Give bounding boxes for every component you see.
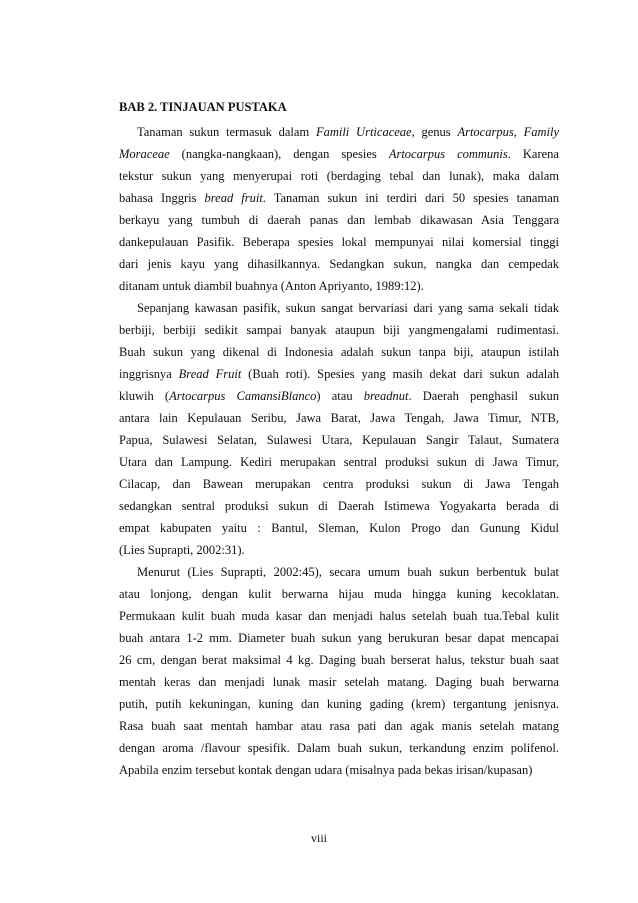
text-segment: putih, putih kekuningan, kuning dan kuning gading (krem) tergantung jenisnya. [119, 697, 559, 711]
chapter-heading: BAB 2. TINJAUAN PUSTAKA [119, 100, 287, 114]
text-segment: (nangka-nangkaan), dengan spesies [169, 147, 389, 161]
text-line [119, 605, 559, 627]
text-segment: dari jenis kayu yang dihasilkannya. Sedangkan sukun, nangka dan cempedak [119, 257, 559, 271]
text-segment: ditanam untuk diambil buahnya (Anton Apriyanto, 1989:12). [119, 279, 424, 293]
text-segment: Papua, Sulawesi Selatan, Sulawesi Utara, Kepulauan Sangir Talaut, Sumatera [119, 433, 559, 447]
page-number: viii [310, 831, 327, 845]
text-line [119, 539, 559, 561]
text-segment: mentah keras dan menjadi lunak masir setelah matang. Daging buah berwarna [119, 675, 559, 689]
paragraph [119, 297, 559, 561]
text-line [119, 495, 559, 517]
text-line [119, 517, 559, 539]
text-segment: bahasa Inggris [119, 191, 205, 205]
text-line [119, 759, 559, 781]
text-line [119, 187, 559, 209]
text-segment: buah antara 1-2 mm. Diameter buah sukun yang berukuran besar dapat mencapai [119, 631, 559, 645]
text-segment: dengan aroma /flavour spesifik. Dalam buah sukun, terkandung enzim polifenol. [119, 741, 559, 755]
text-line [119, 561, 559, 583]
text-segment: Permukaan kulit buah muda kasar dan menjadi halus setelah buah tua.Tebal kulit [119, 609, 559, 623]
text-line [119, 715, 559, 737]
text-segment: . Karena [507, 147, 559, 161]
text-line [119, 385, 559, 407]
italic-text: Artocarpus [457, 125, 514, 139]
text-line [119, 253, 559, 275]
text-line [119, 341, 559, 363]
italic-text: Bread Fruit [178, 367, 242, 381]
text-segment: berkayu yang tumbuh di daerah panas dan lembab dikawasan Asia Tenggara [119, 213, 559, 227]
text-line [119, 693, 559, 715]
text-segment: empat kabupaten yaitu : Bantul, Sleman, Kulon Progo dan Gunung Kidul [119, 521, 559, 535]
text-segment: Apabila enzim tersebut kontak dengan udara (misalnya pada bekas irisan/kupasan) [119, 763, 533, 777]
text-line [119, 627, 559, 649]
italic-text: Moraceae [119, 147, 170, 161]
text-segment: Sepanjang kawasan pasifik, sukun sangat bervariasi dari yang sama sekali tidak [137, 301, 559, 315]
text-segment: . Daerah penghasil sukun [408, 389, 560, 403]
italic-text: Artocarpus communis [388, 147, 508, 161]
text-segment: Cilacap, dan Bawean merupakan centra produksi sukun di Jawa Tengah [119, 477, 559, 491]
text-line [119, 231, 559, 253]
document-body [119, 99, 559, 781]
text-segment: sedangkan sentral produksi sukun di Daerah Istimewa Yogyakarta berada di [119, 499, 559, 513]
text-segment: tekstur sukun yang menyerupai roti (berdaging tebal dan lunak), maka dalam [119, 169, 559, 183]
text-segment: kluwih ( [119, 389, 170, 403]
text-segment: , genus [411, 125, 458, 139]
text-line [119, 143, 559, 165]
text-segment: ) atau [316, 389, 364, 403]
text-line [119, 671, 559, 693]
text-segment: , [513, 125, 524, 139]
text-line [119, 451, 559, 473]
paragraph [119, 121, 559, 297]
text-segment: Menurut (Lies Suprapti, 2002:45), secara umum buah sukun berbentuk bulat [137, 565, 559, 579]
text-line [119, 297, 559, 319]
italic-text: Famili Urticaceae [315, 125, 412, 139]
text-segment: antara lain Kepulauan Seribu, Jawa Barat, Jawa Tengah, Jawa Timur, NTB, [119, 411, 559, 425]
text-line [119, 363, 559, 385]
text-segment: (Buah roti). Spesies yang masih dekat dari sukun adalah [241, 367, 559, 381]
text-line [119, 319, 559, 341]
text-segment: Buah sukun yang dikenal di Indonesia adalah sukun tanpa biji, ataupun istilah [119, 345, 559, 359]
text-segment: Utara dan Lampung. Kediri merupakan sentral produksi sukun di Jawa Timur, [119, 455, 559, 469]
text-line [119, 209, 559, 231]
italic-text: Family [523, 125, 560, 139]
text-line [119, 121, 559, 143]
italic-text: Artocarpus CamansiBlanco [169, 389, 317, 403]
text-segment: . Tanaman sukun ini terdiri dari 50 spesies tanaman [262, 191, 559, 205]
text-line [119, 165, 559, 187]
text-line [119, 737, 559, 759]
text-line [119, 583, 559, 605]
text-line [119, 407, 559, 429]
text-segment: 26 cm, dengan berat maksimal 4 kg. Daging buah berserat halus, tekstur buah saat [119, 653, 559, 667]
text-segment: Tanaman sukun termasuk dalam [137, 125, 316, 139]
text-segment: dankepulauan Pasifik. Beberapa spesies lokal mempunyai nilai komersial tinggi [119, 235, 559, 249]
text-segment: inggrisnya [119, 367, 179, 381]
paragraph [119, 561, 559, 781]
text-segment: (Lies Suprapti, 2002:31). [119, 543, 245, 557]
text-segment: atau lonjong, dengan kulit berwarna hijau muda hingga kuning kecoklatan. [119, 587, 559, 601]
text-segment: berbiji, berbiji sedikit sampai banyak ataupun biji yangmengalami rudimentasi. [119, 323, 559, 337]
italic-text: bread fruit [204, 191, 263, 205]
text-line [119, 275, 559, 297]
italic-text: breadnut [363, 389, 409, 403]
text-segment: Rasa buah saat mentah hambar atau rasa pati dan agak manis setelah matang [119, 719, 559, 733]
paragraphs [119, 121, 559, 781]
text-line [119, 429, 559, 451]
text-line [119, 473, 559, 495]
text-line [119, 649, 559, 671]
